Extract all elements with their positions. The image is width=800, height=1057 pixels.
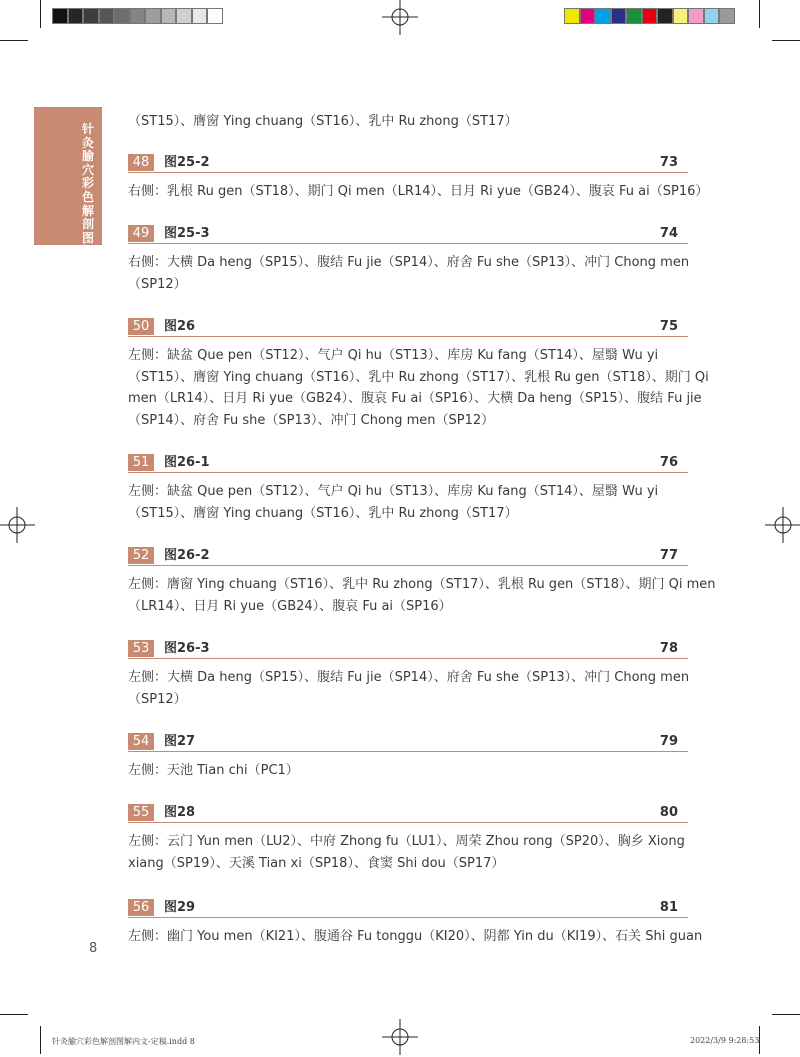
- color-swatch-bar: [564, 8, 735, 24]
- color-swatch: [580, 8, 596, 24]
- color-swatch: [145, 8, 161, 24]
- entry-number: 51: [128, 454, 154, 471]
- entry-header: [128, 733, 688, 751]
- color-swatch: [642, 8, 658, 24]
- entry-text-line: （SP12）: [128, 276, 187, 292]
- entry-number: 48: [128, 154, 154, 171]
- slug-right: 2022/3/9 9:28:53: [690, 1036, 760, 1045]
- entry-text-line: （LR14）、日月 Ri yue（GB24）、腹哀 Fu ai（SP16）: [128, 598, 452, 614]
- entry-number: 53: [128, 640, 154, 657]
- entry-page-number: 81: [659, 900, 678, 915]
- color-swatch: [99, 8, 115, 24]
- registration-mark-icon: [0, 505, 37, 545]
- entry-text-line: 左侧：幽门 You men（KI21）、腹通谷 Fu tonggu（KI20）、阴都 Yin du（KI19）、石关 Shi guan: [128, 929, 703, 944]
- entry-text-line: 左侧：云门 Yun men（LU2）、中府 Zhong fu（LU1）、周荣 Zhou rong（SP20）、胸乡 Xiong: [128, 834, 685, 849]
- entry-text-line: men（LR14）、日月 Ri yue（GB24）、腹哀 Fu ai（SP16）、大横 Da heng（SP15）、腹结 Fu jie: [128, 391, 702, 406]
- entry-text-line: 左侧：缺盆 Que pen（ST12）、气户 Qi hu（ST13）、库房 Ku fang（ST14）、屋翳 Wu yi: [128, 484, 659, 499]
- color-swatch: [611, 8, 627, 24]
- entry-text-line: 左侧：天池 Tian chi（PC1）: [128, 763, 299, 778]
- registration-mark-icon: [763, 505, 800, 545]
- color-swatch: [657, 8, 673, 24]
- grayscale-swatch-bar: [52, 8, 223, 24]
- entry-rule: [128, 658, 688, 659]
- entry-number: 50: [128, 318, 154, 335]
- entry-header: [128, 154, 688, 172]
- color-swatch: [704, 8, 720, 24]
- entry-header: [128, 547, 688, 565]
- color-swatch: [719, 8, 735, 24]
- crop-mark: [40, 0, 41, 28]
- entry-header: [128, 899, 688, 917]
- color-swatch: [161, 8, 177, 24]
- entry-text-line: 左侧：大横 Da heng（SP15）、腹结 Fu jie（SP14）、府舍 Fu she（SP13）、冲门 Chong men: [128, 670, 690, 685]
- figure-label: 图26: [164, 319, 196, 334]
- entry-number: 55: [128, 804, 154, 821]
- entry-rule: [128, 172, 688, 173]
- figure-label: 图26-1: [164, 455, 210, 470]
- slug-left: 针灸腧穴彩色解剖图解内文-定稿.indd 8: [52, 1037, 195, 1046]
- entry-text-line: 右侧：乳根 Ru gen（ST18）、期门 Qi men（LR14）、日月 Ri yue（GB24）、腹哀 Fu ai（SP16）: [128, 184, 709, 199]
- color-swatch: [207, 8, 223, 24]
- figure-label: 图26-3: [164, 641, 210, 656]
- continuation-line: （ST15）、膺窗 Ying chuang（ST16）、乳中 Ru zhong（ST17）: [128, 114, 518, 129]
- color-swatch: [130, 8, 146, 24]
- color-swatch: [673, 8, 689, 24]
- figure-label: 图25-2: [164, 155, 210, 170]
- color-swatch: [83, 8, 99, 24]
- color-swatch: [176, 8, 192, 24]
- color-swatch: [564, 8, 580, 24]
- entry-text-line: 右侧：大横 Da heng（SP15）、腹结 Fu jie（SP14）、府舍 Fu she（SP13）、冲门 Chong men: [128, 255, 690, 270]
- entry-text-line: （SP12）: [128, 691, 187, 707]
- entry-page-number: 80: [659, 805, 678, 820]
- side-tab-title: 针灸腧穴彩色解剖图解: [81, 122, 94, 259]
- entry-page-number: 73: [659, 155, 678, 170]
- figure-label: 图27: [164, 734, 196, 749]
- entry-number: 56: [128, 899, 154, 916]
- color-swatch: [626, 8, 642, 24]
- color-swatch: [52, 8, 68, 24]
- entry-number: 52: [128, 547, 154, 564]
- entry-header: [128, 318, 688, 336]
- entry-page-number: 78: [659, 641, 678, 656]
- entry-rule: [128, 472, 688, 473]
- entry-number: 54: [128, 733, 154, 750]
- entry-rule: [128, 565, 688, 566]
- entry-text-line: （ST15）、膺窗 Ying chuang（ST16）、乳中 Ru zhong（ST17）: [128, 505, 518, 521]
- entry-number: 49: [128, 225, 154, 242]
- entry-rule: [128, 822, 688, 823]
- crop-mark: [0, 40, 28, 41]
- entry-header: [128, 640, 688, 658]
- entry-page-number: 79: [659, 734, 678, 749]
- entry-page-number: 77: [659, 548, 678, 563]
- crop-mark: [0, 1014, 28, 1015]
- registration-mark-icon: [380, 1017, 420, 1057]
- entry-header: [128, 454, 688, 472]
- entry-text-line: （SP14）、府舍 Fu she（SP13）、冲门 Chong men（SP12）: [128, 412, 495, 428]
- entry-text-line: 左侧：膺窗 Ying chuang（ST16）、乳中 Ru zhong（ST17）、乳根 Ru gen（ST18）、期门 Qi men: [128, 577, 716, 592]
- entry-page-number: 74: [659, 226, 678, 241]
- entry-rule: [128, 336, 688, 337]
- color-swatch: [192, 8, 208, 24]
- crop-mark: [759, 0, 760, 28]
- color-swatch: [68, 8, 84, 24]
- entry-rule: [128, 917, 688, 918]
- color-swatch: [688, 8, 704, 24]
- entry-page-number: 75: [659, 319, 678, 334]
- crop-mark: [40, 1026, 41, 1054]
- entry-rule: [128, 243, 688, 244]
- crop-mark: [772, 40, 800, 41]
- color-swatch: [595, 8, 611, 24]
- registration-mark-icon: [380, 0, 420, 37]
- entry-text-line: 左侧：缺盆 Que pen（ST12）、气户 Qi hu（ST13）、库房 Ku fang（ST14）、屋翳 Wu yi: [128, 348, 659, 363]
- figure-label: 图26-2: [164, 548, 210, 563]
- entry-rule: [128, 751, 688, 752]
- entry-header: [128, 804, 688, 822]
- entry-page-number: 76: [659, 455, 678, 470]
- entry-header: [128, 225, 688, 243]
- figure-label: 图25-3: [164, 226, 210, 241]
- figure-label: 图28: [164, 805, 196, 820]
- page-number: 8: [89, 941, 98, 956]
- color-swatch: [114, 8, 130, 24]
- crop-mark: [772, 1014, 800, 1015]
- figure-label: 图29: [164, 900, 196, 915]
- entry-text-line: xiang（SP19）、天溪 Tian xi（SP18）、食窦 Shi dou（SP17）: [128, 855, 505, 871]
- entry-text-line: （ST15）、膺窗 Ying chuang（ST16）、乳中 Ru zhong（ST17）、乳根 Ru gen（ST18）、期门 Qi: [128, 369, 709, 385]
